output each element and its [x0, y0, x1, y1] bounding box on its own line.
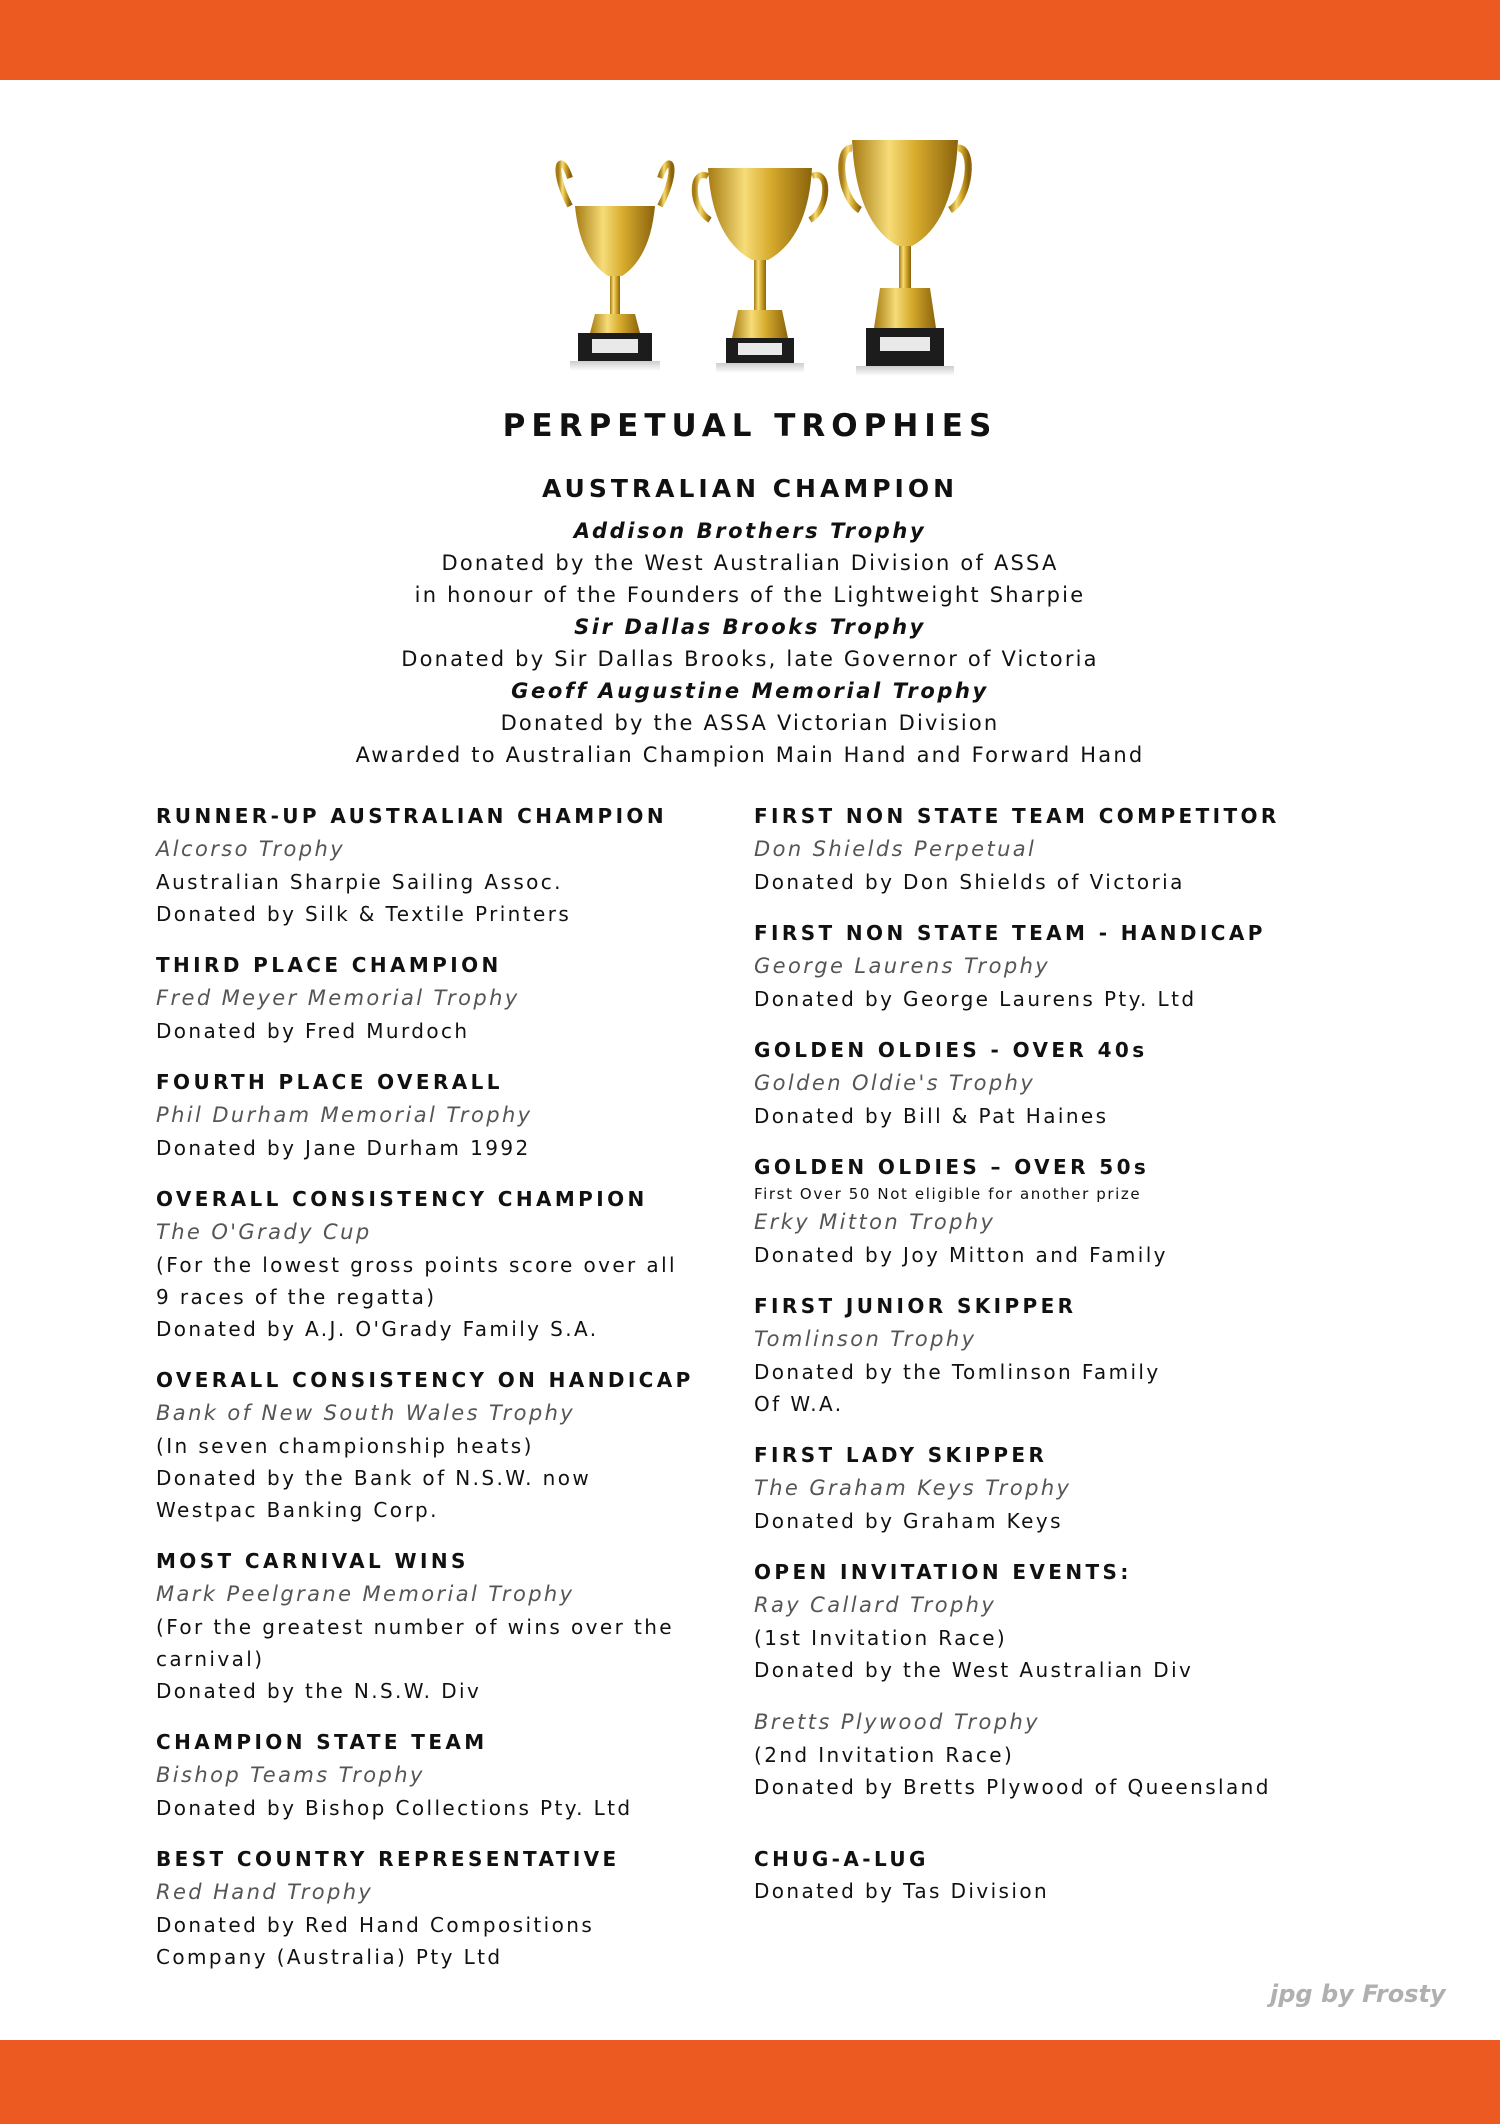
award-entry	[156, 1726, 756, 1824]
award-detail: (1st Invitation Race)	[754, 1626, 1008, 1650]
spacer	[754, 1537, 1374, 1556]
donation-line: Donated by Sir Dallas Brooks, late Governor of Victoria	[401, 647, 1099, 671]
trophy-name: Red Hand Trophy	[156, 1880, 374, 1904]
donation-line: Awarded to Australian Champion Main Hand and Forward Hand	[355, 743, 1145, 767]
award-category: OVERALL CONSISTENCY CHAMPION	[156, 1187, 648, 1211]
award-detail: Donated by the West Australian Div	[754, 1658, 1194, 1682]
spacer	[156, 930, 756, 949]
award-detail: Company (Australia) Pty Ltd	[156, 1945, 503, 1969]
trophy-name: Mark Peelgrane Memorial Trophy	[156, 1582, 575, 1606]
award-detail: (In seven championship heats)	[156, 1434, 534, 1458]
donation-line: Donated by the ASSA Victorian Division	[500, 711, 1000, 735]
left-column	[156, 800, 756, 1973]
award-category: RUNNER-UP AUSTRALIAN CHAMPION	[156, 804, 667, 828]
trophy-name: The O'Grady Cup	[156, 1220, 372, 1244]
award-detail: Donated by Silk & Textile Printers	[156, 902, 572, 926]
award-detail: Donated by Bill & Pat Haines	[754, 1104, 1109, 1128]
award-category: BEST COUNTRY REPRESENTATIVE	[156, 1847, 620, 1871]
award-category: CHAMPION STATE TEAM	[156, 1730, 488, 1754]
donation-line: in honour of the Founders of the Lightweight Sharpie	[414, 583, 1086, 607]
award-entry	[156, 1183, 756, 1345]
bottom-color-band	[0, 2040, 1500, 2124]
award-category: GOLDEN OLDIES – OVER 50s	[754, 1155, 1150, 1179]
trophy-cups-icon	[540, 128, 980, 393]
award-category: FOURTH PLACE OVERALL	[156, 1070, 503, 1094]
spacer	[156, 1345, 756, 1364]
trophy-name: Ray Callard Trophy	[754, 1593, 997, 1617]
trophy-name: Don Shields Perpetual	[754, 837, 1037, 861]
trophy-name: Addison Brothers Trophy	[573, 519, 927, 543]
trophy-name: Alcorso Trophy	[156, 837, 346, 861]
award-detail: (For the lowest gross points score over all	[156, 1253, 677, 1277]
award-entry	[754, 917, 1374, 1015]
trophy-left-icon	[558, 163, 671, 371]
trophy-name: The Graham Keys Trophy	[754, 1476, 1072, 1500]
award-category: FIRST NON STATE TEAM COMPETITOR	[754, 804, 1280, 828]
australian-champion-heading: AUSTRALIAN CHAMPION	[541, 474, 959, 503]
right-column	[754, 800, 1374, 1907]
australian-champion-block	[0, 515, 1500, 771]
award-note: First Over 50 Not eligible for another prize	[754, 1185, 1142, 1203]
award-entry	[156, 1843, 756, 1973]
award-detail: Donated by the N.S.W. Div	[156, 1679, 482, 1703]
award-detail: Donated by Fred Murdoch	[156, 1019, 470, 1043]
award-entry	[754, 1556, 1374, 1686]
spacer	[156, 1164, 756, 1183]
award-category: FIRST JUNIOR SKIPPER	[754, 1294, 1077, 1318]
award-entry	[156, 1364, 756, 1526]
trophy-middle-icon	[695, 168, 826, 373]
spacer	[754, 1132, 1374, 1151]
trophy-name: Bretts Plywood Trophy	[754, 1710, 1040, 1734]
award-category: THIRD PLACE CHAMPION	[156, 953, 502, 977]
donation-line: Donated by the West Australian Division of ASSA	[441, 551, 1059, 575]
award-category: OPEN INVITATION EVENTS:	[754, 1560, 1132, 1584]
award-entry	[754, 1843, 1374, 1907]
spacer	[754, 1015, 1374, 1034]
trophy-name: Tomlinson Trophy	[754, 1327, 977, 1351]
award-entry	[156, 949, 756, 1047]
award-detail: Donated by A.J. O'Grady Family S.A.	[156, 1317, 599, 1341]
award-detail: Donated by the Bank of N.S.W. now	[156, 1466, 592, 1490]
award-entry	[754, 1151, 1374, 1271]
award-entry	[754, 1034, 1374, 1132]
top-color-band	[0, 0, 1500, 80]
spacer	[754, 898, 1374, 917]
award-detail: Donated by Graham Keys	[754, 1509, 1063, 1533]
trophy-right-icon	[842, 140, 969, 376]
trophy-name: Bank of New South Wales Trophy	[156, 1401, 576, 1425]
award-detail: Donated by George Laurens Pty. Ltd	[754, 987, 1197, 1011]
award-category: GOLDEN OLDIES - OVER 40s	[754, 1038, 1148, 1062]
trophy-name: Golden Oldie's Trophy	[754, 1071, 1036, 1095]
spacer	[156, 1526, 756, 1545]
spacer	[754, 1271, 1374, 1290]
award-detail: Donated by Bishop Collections Pty. Ltd	[156, 1796, 633, 1820]
trophy-name: Sir Dallas Brooks Trophy	[574, 615, 926, 639]
award-category: FIRST LADY SKIPPER	[754, 1443, 1048, 1467]
spacer	[156, 1707, 756, 1726]
trophy-name: Bishop Teams Trophy	[156, 1763, 425, 1787]
spacer	[754, 1686, 1374, 1705]
award-detail: (For the greatest number of wins over the	[156, 1615, 674, 1639]
trophy-name: Phil Durham Memorial Trophy	[156, 1103, 533, 1127]
award-detail: Of W.A.	[754, 1392, 844, 1416]
award-detail: Donated by Bretts Plywood of Queensland	[754, 1775, 1271, 1799]
award-category: FIRST NON STATE TEAM - HANDICAP	[754, 921, 1266, 945]
page-title: PERPETUAL TROPHIES	[502, 408, 998, 444]
spacer	[754, 1420, 1374, 1439]
trophy-name: Erky Mitton Trophy	[754, 1210, 996, 1234]
award-detail: (2nd Invitation Race)	[754, 1743, 1015, 1767]
award-detail: Donated by Red Hand Compositions	[156, 1913, 595, 1937]
trophies-illustration	[540, 128, 980, 393]
award-detail: 9 races of the regatta)	[156, 1285, 437, 1309]
award-detail: Donated by Don Shields of Victoria	[754, 870, 1185, 894]
award-entry	[156, 1066, 756, 1164]
award-entry	[754, 1290, 1374, 1420]
award-entry	[754, 1439, 1374, 1537]
award-category: OVERALL CONSISTENCY ON HANDICAP	[156, 1368, 694, 1392]
spacer	[156, 1824, 756, 1843]
award-entry	[156, 1545, 756, 1707]
trophy-name: Fred Meyer Memorial Trophy	[156, 986, 520, 1010]
award-entry	[156, 800, 756, 930]
award-detail: Donated by Jane Durham 1992	[156, 1136, 531, 1160]
spacer	[754, 1803, 1374, 1843]
award-category: MOST CARNIVAL WINS	[156, 1549, 469, 1573]
award-category: CHUG-A-LUG	[754, 1847, 929, 1871]
award-detail: Donated by the Tomlinson Family	[754, 1360, 1161, 1384]
award-entry	[754, 1705, 1374, 1803]
award-entry	[754, 800, 1374, 898]
award-detail: Australian Sharpie Sailing Assoc.	[156, 870, 563, 894]
award-detail: Donated by Tas Division	[754, 1879, 1050, 1903]
trophy-name: Geoff Augustine Memorial Trophy	[511, 679, 989, 703]
award-detail: Westpac Banking Corp.	[156, 1498, 439, 1522]
spacer	[156, 1047, 756, 1066]
award-detail: Donated by Joy Mitton and Family	[754, 1243, 1168, 1267]
image-credit: jpg by Frosty	[1270, 1980, 1446, 2008]
trophy-name: George Laurens Trophy	[754, 954, 1051, 978]
award-detail: carnival)	[156, 1647, 265, 1671]
